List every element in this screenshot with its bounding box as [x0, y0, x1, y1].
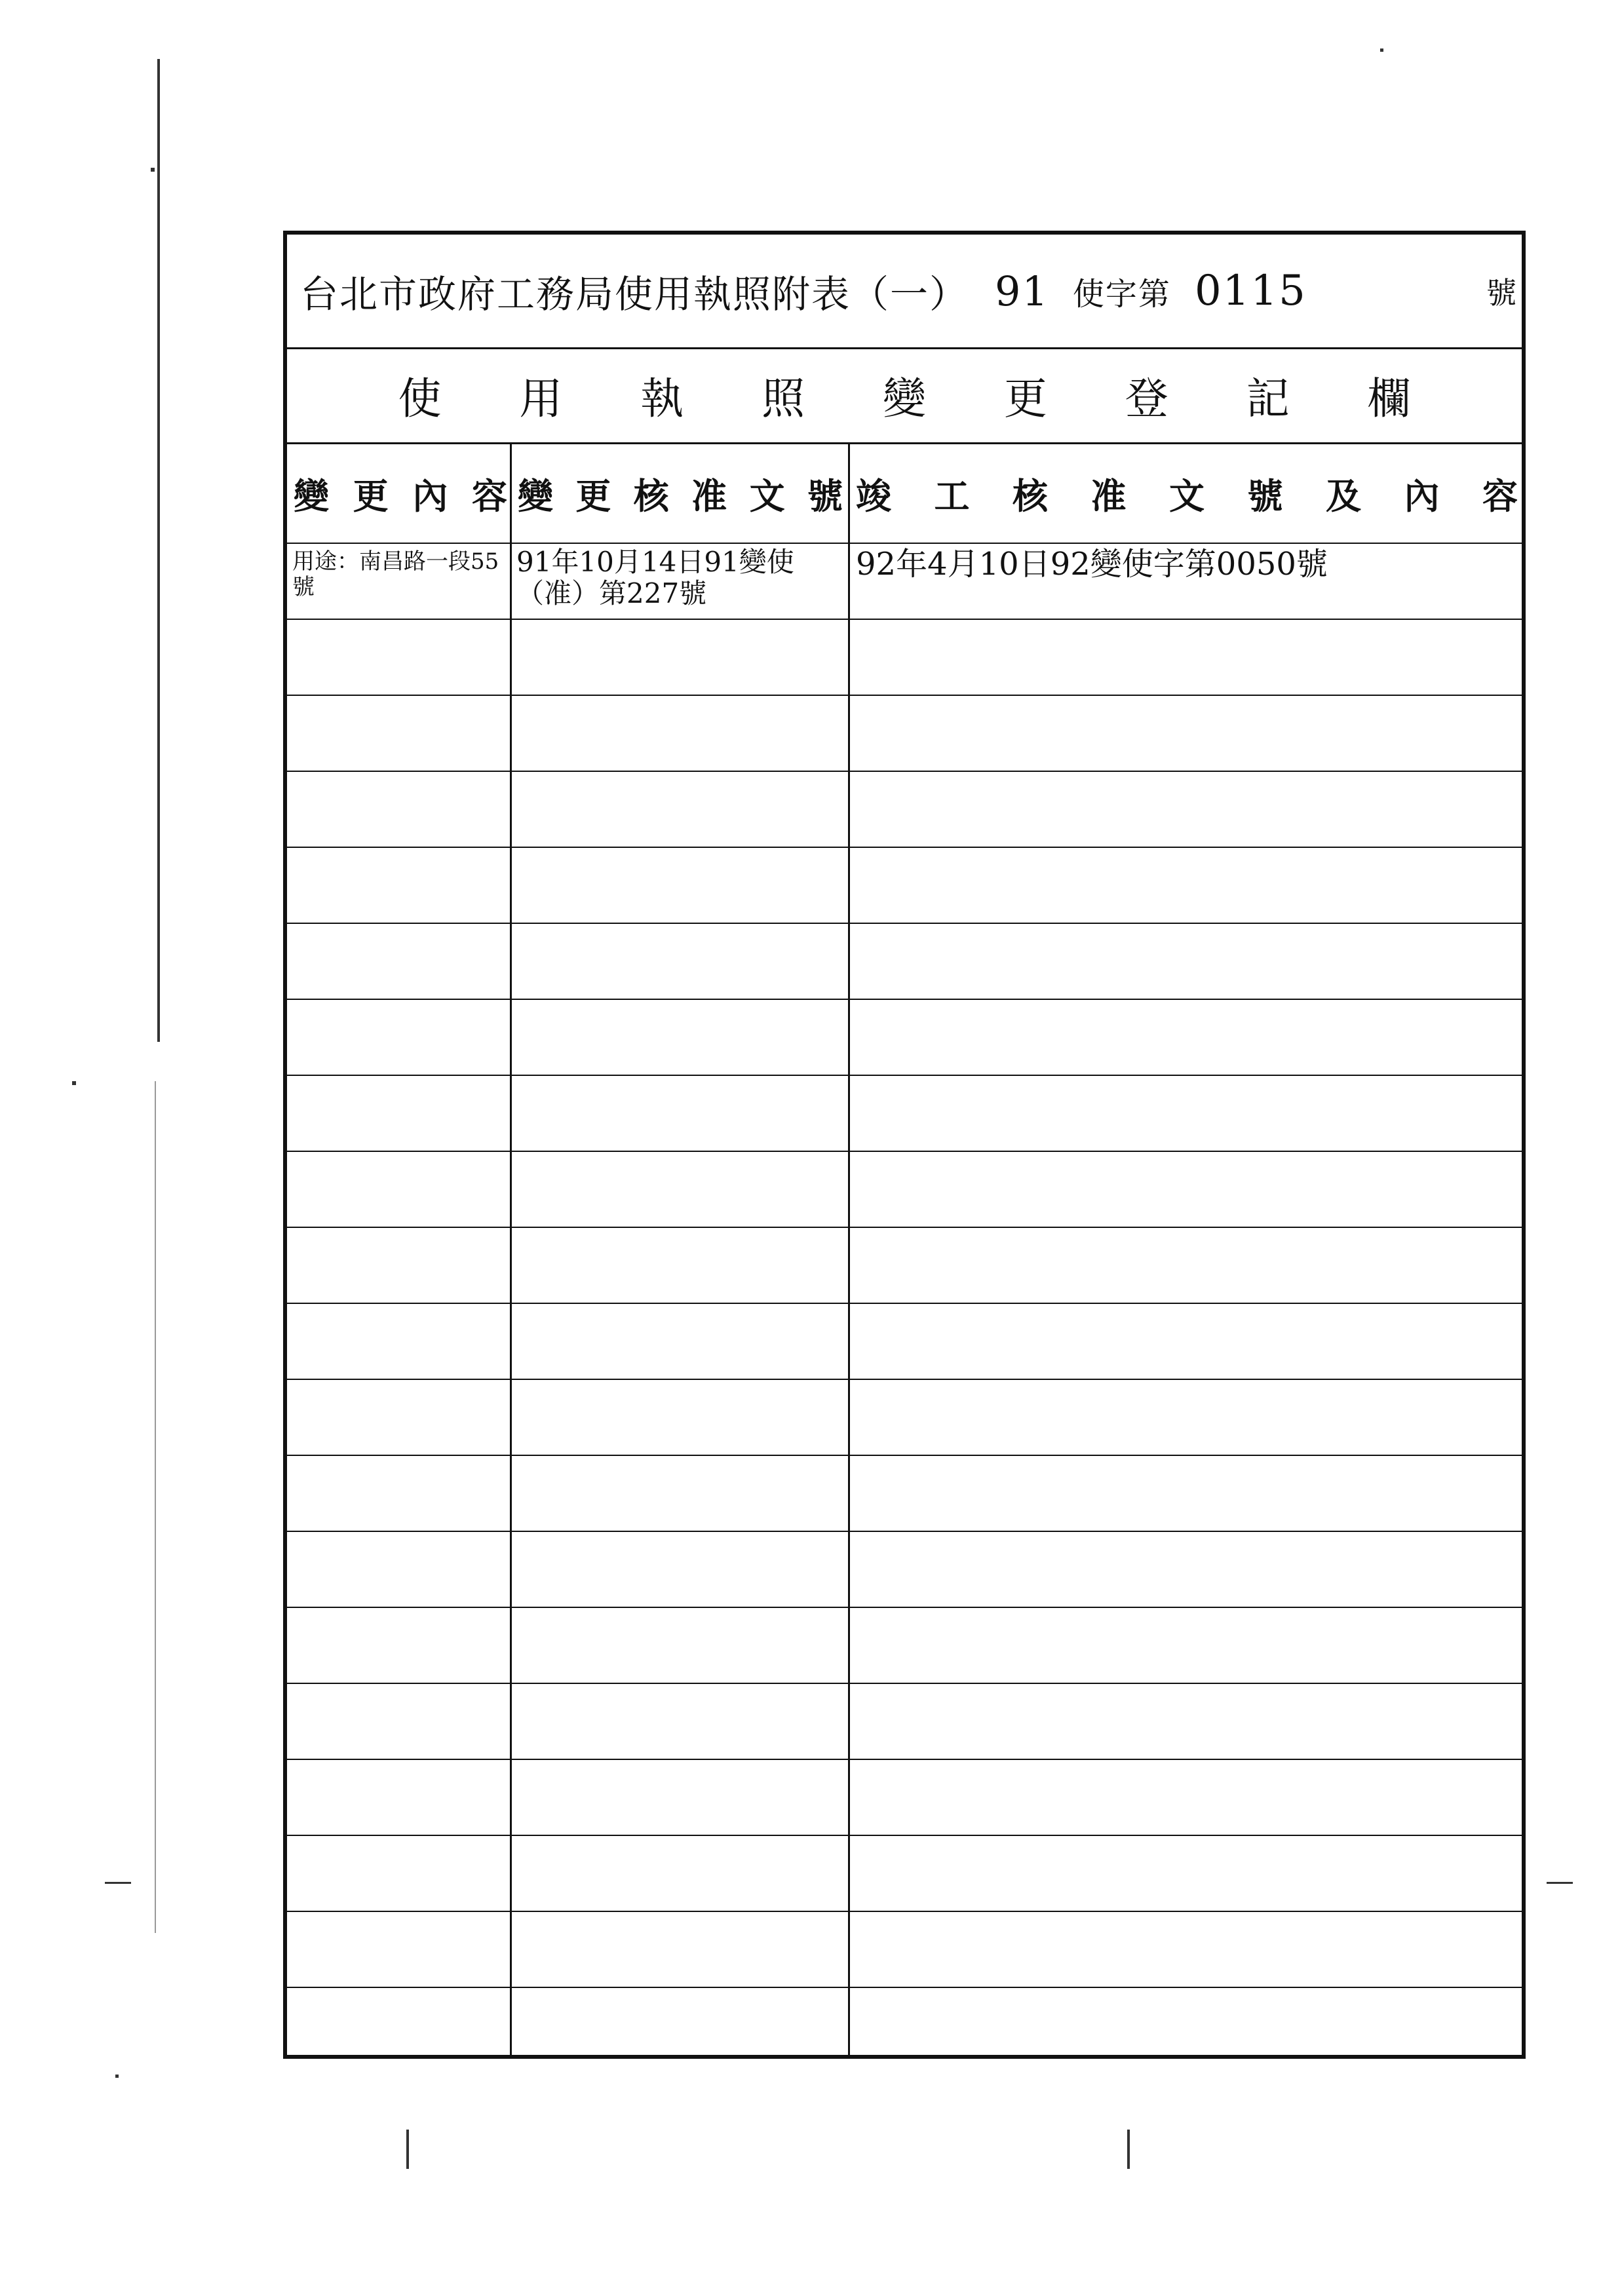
scan-margin-line [157, 59, 160, 1042]
section-title-char: 欄 [1367, 373, 1411, 424]
column-divider [848, 444, 850, 2055]
table-row-line [287, 1607, 1522, 1608]
section-title-char: 記 [1246, 373, 1290, 424]
section-title-char: 照 [762, 373, 805, 424]
usage-license-attachment-form [283, 231, 1526, 2059]
table-row-line [287, 1379, 1522, 1380]
scan-dot [151, 168, 155, 172]
section-title-char: 執 [640, 373, 684, 424]
section-title-char: 使 [398, 373, 442, 424]
table-row-line [287, 1987, 1522, 1988]
form-title: 台北市政府工務局使用執照附表（一） [300, 272, 969, 316]
license-suffix: 號 [1486, 275, 1518, 311]
table-row-line [287, 771, 1522, 772]
header-completion-approval: 竣 工 核 准 文 號 及 內 容 [856, 474, 1518, 517]
entry-completion-approval: 92年4月10日92變使字第0050號 [856, 546, 1328, 583]
section-title-char: 變 [882, 373, 926, 424]
section-title-char: 更 [1003, 373, 1047, 424]
scan-dot [72, 1081, 76, 1085]
entry-change-content: 用途：南昌路一段55號 [292, 548, 499, 601]
column-divider [510, 444, 512, 2055]
scan-dot [115, 2075, 119, 2078]
section-title-char: 登 [1125, 373, 1168, 424]
scan-tick-left [105, 1882, 131, 1884]
table-row-line [287, 1303, 1522, 1304]
table-row-line [287, 543, 1522, 544]
table-row-line [287, 1227, 1522, 1228]
scan-dot [1380, 48, 1383, 52]
table-row-line [287, 999, 1522, 1000]
table-row-line [287, 1151, 1522, 1152]
table-row-line [287, 1911, 1522, 1912]
table-row-line [287, 923, 1522, 924]
form-title-row [287, 235, 1522, 349]
scan-binding-mark [1127, 2130, 1130, 2169]
header-approval-number: 變 更 核 准 文 號 [518, 474, 843, 517]
table-row-line [287, 1759, 1522, 1760]
header-change-content: 變 更 內 容 [294, 474, 507, 517]
table-row-line [287, 695, 1522, 696]
table-row-line [287, 619, 1522, 620]
license-word: 使字第 [1072, 275, 1171, 313]
license-year: 91 [995, 267, 1049, 315]
table-row-line [287, 1531, 1522, 1532]
scan-tick-right [1547, 1882, 1573, 1884]
table-row-line [287, 1455, 1522, 1456]
section-title-char: 用 [519, 373, 563, 424]
table-row-line [287, 1075, 1522, 1076]
scan-binding-mark [406, 2130, 409, 2169]
table-row-line [287, 1835, 1522, 1836]
section-title [287, 347, 1522, 444]
table-row-line [287, 847, 1522, 848]
license-number: 0115 [1194, 267, 1307, 315]
entry-approval-number: 91年10月14日91變使（准）第227號 [516, 546, 794, 610]
change-register-table [287, 444, 1522, 2055]
scan-margin-line [155, 1081, 156, 1933]
table-row-line [287, 1683, 1522, 1684]
